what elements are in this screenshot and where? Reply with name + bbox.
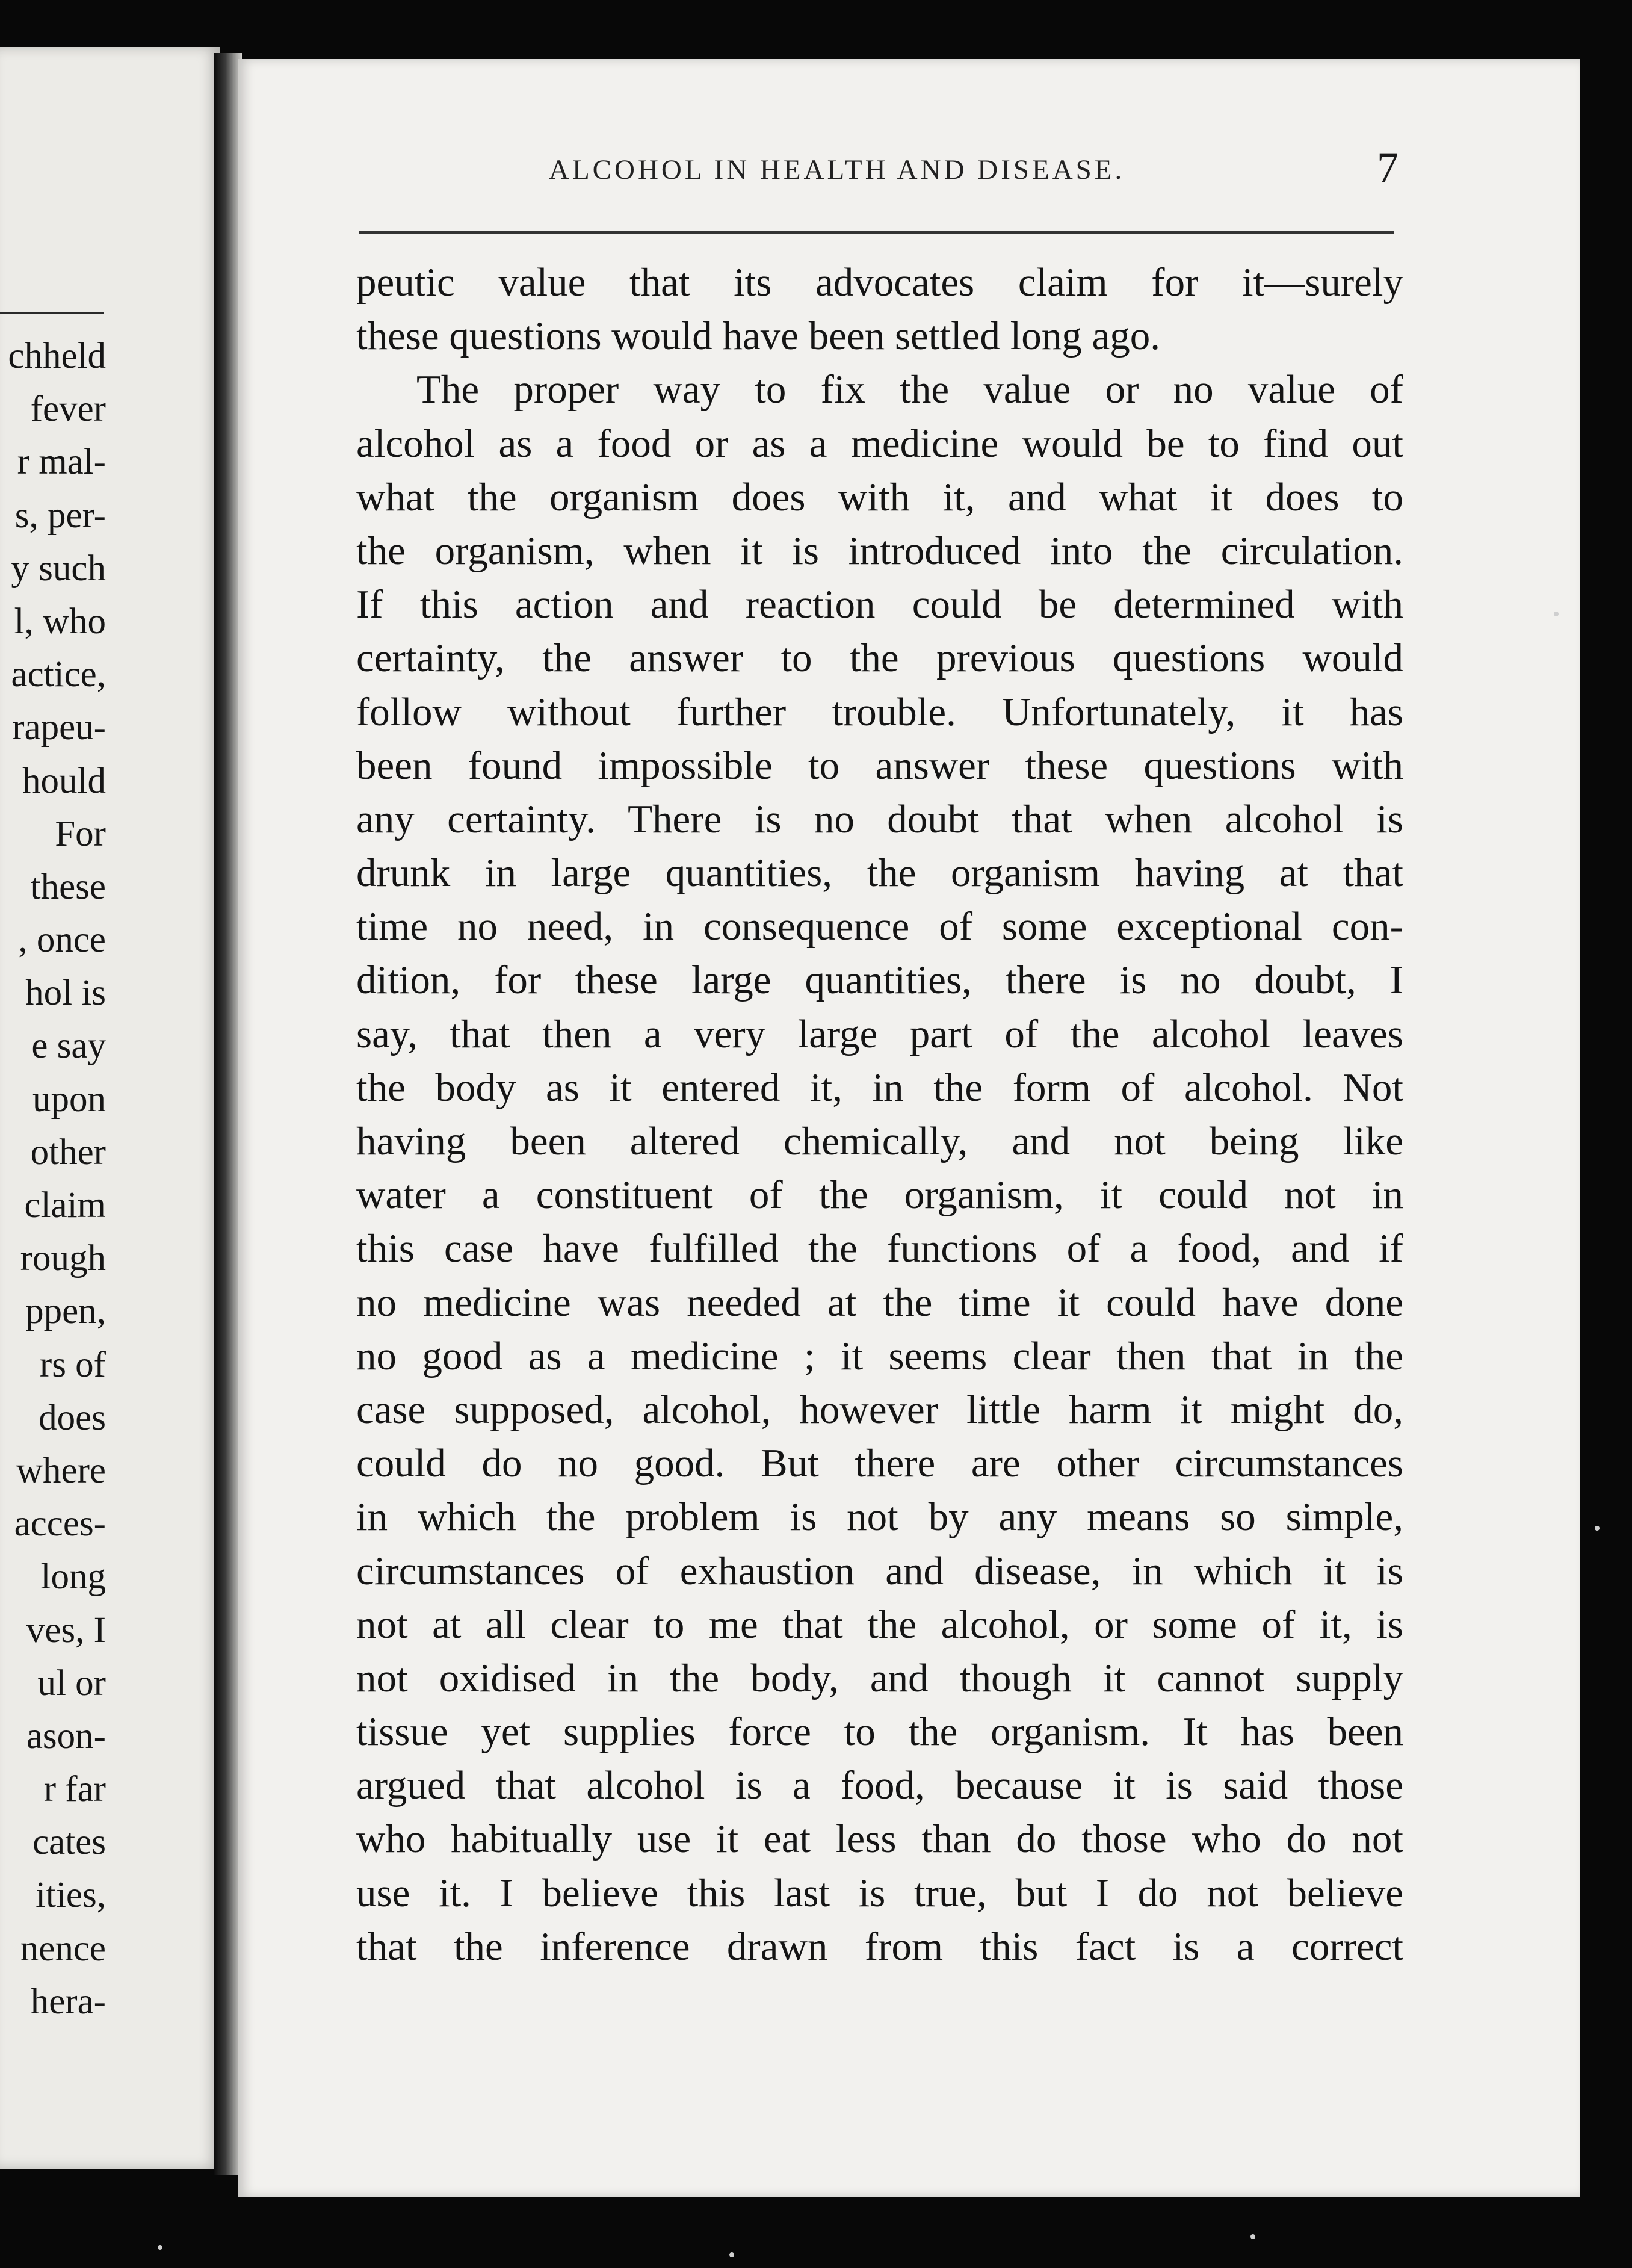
body-line: follow without further trouble. Unfortunately, it has	[356, 689, 1403, 734]
left-page-fragment: l, who	[14, 601, 106, 642]
left-page-fragment: For	[55, 813, 106, 854]
left-page-fragment: fever	[30, 389, 106, 430]
page-number: 7	[1377, 144, 1399, 192]
scan-speck	[729, 2252, 734, 2257]
left-page-fragment: these	[30, 866, 106, 907]
left-page-fragment: actice,	[11, 654, 106, 695]
body-line: not oxidised in the body, and though it cannot supply	[356, 1655, 1403, 1700]
body-line: the organism, when it is introduced into the circulation.	[356, 528, 1403, 573]
left-page-fragment: does	[39, 1397, 106, 1438]
left-page-fragment: hol is	[25, 973, 106, 1014]
left-page-fragment: rapeu-	[12, 707, 106, 748]
left-page-fragment: s, per-	[14, 495, 106, 536]
left-page-text-fragments	[8, 330, 106, 2028]
body-line: what the organism does with it, and what it does to	[356, 474, 1403, 519]
scan-speck	[1554, 612, 1559, 616]
left-page-fragment: chheld	[8, 336, 106, 376]
body-line: peutic value that its advocates claim for it—surely	[356, 260, 1403, 305]
body-line: not at all clear to me that the alcohol, or some of it, is	[356, 1602, 1403, 1647]
body-line: any certainty. There is no doubt that when alcohol is	[356, 796, 1403, 841]
body-line: certainty, the answer to the previous questions would	[356, 636, 1403, 681]
body-line: water a constituent of the organism, it could not in	[356, 1173, 1403, 1218]
body-line: argued that alcohol is a food, because it is said those	[356, 1763, 1403, 1808]
body-line: say, that then a very large part of the alcohol leaves	[356, 1011, 1403, 1056]
body-line: The proper way to fix the value or no value of	[416, 367, 1403, 412]
body-line: circumstances of exhaustion and disease, in which it is	[356, 1548, 1403, 1593]
left-page-fragment: ves, I	[26, 1610, 106, 1650]
left-page-fragment: ason-	[26, 1715, 106, 1756]
body-text	[356, 256, 1403, 1974]
body-line: alcohol as a food or as a medicine would be to find out	[356, 421, 1403, 466]
left-page-fragment: ities,	[36, 1875, 106, 1916]
body-line: use it. I believe this last is true, but I do not believe	[356, 1870, 1403, 1915]
header-rule	[359, 231, 1394, 234]
body-line: been found impossible to answer these questions with	[356, 743, 1403, 788]
left-page-fragment: rough	[20, 1238, 106, 1279]
left-facing-page	[0, 47, 220, 2169]
body-line: these questions would have been settled long ago.	[356, 314, 1160, 359]
left-page-fragment: upon	[32, 1079, 106, 1120]
left-page-rule	[0, 312, 104, 314]
left-page-fragment: nence	[20, 1928, 106, 1969]
left-page-fragment: where	[16, 1450, 106, 1491]
body-line: no good as a medicine ; it seems clear then that in the	[356, 1333, 1403, 1378]
left-page-fragment: r far	[43, 1769, 106, 1810]
left-page-fragment: e say	[31, 1026, 106, 1067]
body-line: this case have fulfilled the functions of a food, and if	[356, 1226, 1403, 1271]
left-page-fragment: ppen,	[25, 1291, 106, 1332]
body-line: time no need, in consequence of some exceptional con-	[356, 904, 1403, 949]
left-page-fragment: , once	[18, 920, 106, 961]
body-line: tissue yet supplies force to the organism. It has been	[356, 1709, 1403, 1755]
left-page-fragment: other	[30, 1132, 106, 1173]
left-page-fragment: cates	[32, 1822, 106, 1863]
scan-speck	[1250, 2234, 1255, 2239]
body-line: could do no good. But there are other circumstances	[356, 1441, 1403, 1486]
body-line: the body as it entered it, in the form of alcohol. Not	[356, 1065, 1403, 1110]
body-line: dition, for these large quantities, there is no doubt, I	[356, 958, 1403, 1003]
body-line: in which the problem is not by any means so simple,	[356, 1495, 1403, 1540]
running-head-title: ALCOHOL IN HEALTH AND DISEASE.	[549, 154, 1125, 185]
left-page-fragment: acces-	[14, 1504, 106, 1545]
left-page-fragment: r mal-	[17, 442, 106, 483]
body-line: who habitually use it eat less than do those who do not	[356, 1817, 1403, 1862]
left-page-fragment: ul or	[37, 1662, 106, 1703]
scan-speck	[158, 2245, 162, 2250]
body-line: case supposed, alcohol, however little harm it might do,	[356, 1387, 1403, 1432]
left-page-fragment: rs of	[39, 1344, 106, 1385]
left-page-fragment: hera-	[30, 1981, 106, 2022]
left-page-fragment: hould	[22, 760, 106, 801]
left-page-fragment: claim	[24, 1185, 106, 1225]
body-line: If this action and reaction could be determined with	[356, 582, 1403, 627]
body-line: having been altered chemically, and not being like	[356, 1119, 1403, 1163]
left-page-fragment: y such	[11, 548, 106, 589]
body-line: that the inference drawn from this fact is a correct	[356, 1924, 1403, 1969]
body-line: no medicine was needed at the time it could have done	[356, 1280, 1403, 1325]
left-page-fragment: long	[40, 1557, 106, 1597]
body-line: drunk in large quantities, the organism having at that	[356, 850, 1403, 896]
scan-speck	[1595, 1526, 1600, 1531]
